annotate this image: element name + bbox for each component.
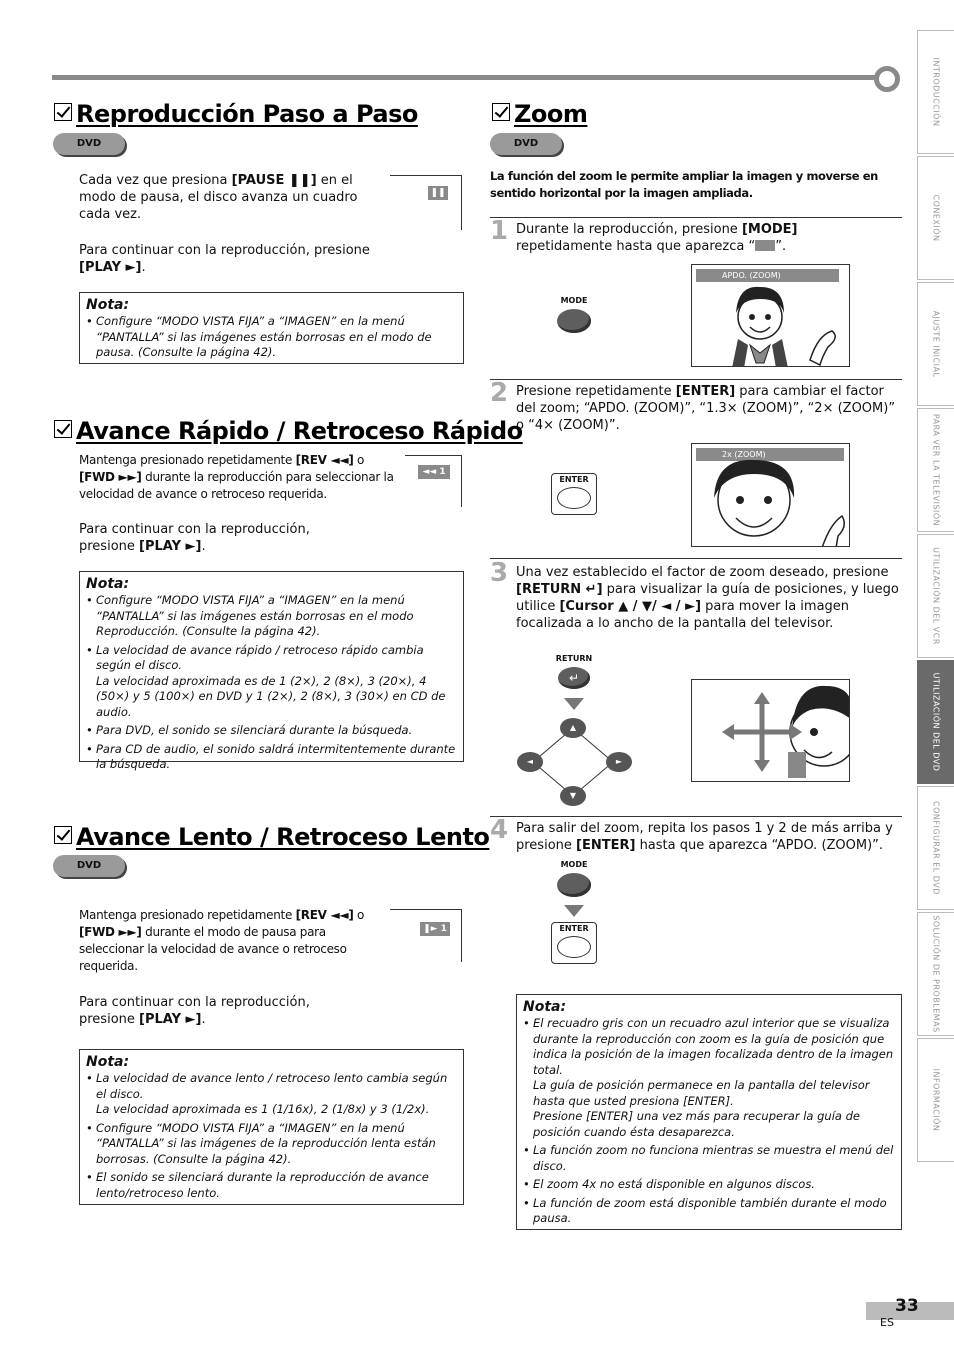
tv-screen-3 (691, 679, 850, 782)
nota-item: • La función zoom no funciona mientras se muestra el menú del disco. (523, 1143, 895, 1174)
cartoon-girl-zoomed-illustration (692, 444, 850, 547)
osd-zoom-label: 2x (ZOOM) (696, 448, 844, 461)
nota-item: • Configure “MODO VISTA FIJA” a “IMAGEN” en la menú “PANTALLA” si las imágenes están borrosas en el modo Reproducción. (Consulte la página 42). (86, 593, 457, 640)
checkbox-icon (54, 103, 72, 121)
side-tab-solucion-problemas[interactable]: SOLUCIÓN DE PROBLEMAS (917, 912, 954, 1036)
step-divider (490, 558, 902, 559)
zoom-step-4-text: Para salir del zoom, repita los pasos 1 y 2 de más arriba y presione [ENTER] hasta que aparezca “APDO. (ZOOM)”. (516, 821, 893, 853)
step-number-1: 1 (490, 216, 509, 246)
nota-item: • Configure “MODO VISTA FIJA” a “IMAGEN” en la menú “PANTALLA” si las imágenes de la reproducción lenta están borrosas. (Consulte la página 42). (86, 1121, 457, 1168)
nota-item: • El sonido se silenciará durante la reproducción de avance lento/retroceso lento. (86, 1170, 457, 1201)
nota-box-lento: Nota: • La velocidad de avance lento / retroceso lento cambia según el disco. La velocidad aproximada es 1 (1/16x), 2 (1/8x) y 3 (1/2x). • Configure “MODO VISTA FIJA” a “IMAGEN” en la menú “PANTALLA” si las imágenes de la reproducción lenta están borrosas. (Consulte la página 42). • El sonido se silenciará durante la reproducción de avance lento/retroceso lento. (79, 1049, 464, 1205)
side-tab-conexion[interactable]: CONEXIÓN (917, 156, 954, 280)
osd-zoom-label: APDO. (ZOOM) (696, 269, 839, 282)
position-guide-illustration (692, 680, 850, 782)
checkbox-icon (492, 103, 510, 121)
cursor-down-button[interactable]: ▼ (560, 786, 586, 806)
tv-screen-1 (691, 264, 850, 367)
cursor-left-button[interactable]: ◄ (517, 752, 543, 772)
section-title-zoom: Zoom (492, 100, 587, 128)
enter-button[interactable] (557, 487, 591, 509)
pause-indicator-frame (390, 175, 462, 230)
nota-item: • La velocidad de avance rápido / retroceso rápido cambia según el disco. La velocidad aproximada es de 1 (2×), 2 (8×), 3 (20×), 4 (50×) y 5 (100×) en DVD y 1 (2×), 2 (8×), 3 (30×) en CD de audio. (86, 643, 457, 721)
step-divider (490, 217, 902, 218)
nota-item: • La velocidad de avance lento / retroceso lento cambia según el disco. La velocidad aproximada es 1 (1/16x), 2 (1/8x) y 3 (1/2x). (86, 1071, 457, 1118)
return-button[interactable]: ↵ (558, 667, 590, 689)
language-code: ES (880, 1316, 894, 1329)
slow-indicator: ❚► 1 (420, 922, 450, 936)
paso-paragraph-1: Cada vez que presiona [PAUSE ❚❚] en el modo de pausa, el disco avanza un cuadro cada vez. (79, 173, 358, 222)
top-rule (52, 75, 880, 80)
side-tab-configurar-dvd[interactable]: CONFIGURAR EL DVD (917, 786, 954, 910)
zoom-step-2-text: Presione repetidamente [ENTER] para cambiar el factor del zoom; “APDO. (ZOOM)”, “1.3× (ZOOM)”, “2× (ZOOM)” o “4× (ZOOM)”. (516, 384, 896, 433)
nota-item: • Configure “MODO VISTA FIJA” a “IMAGEN” en la menú “PANTALLA” si las imágenes están borrosas en el modo de pausa. (Consulte la página 42). (86, 314, 457, 361)
checkbox-icon (54, 826, 72, 844)
mode-button[interactable] (557, 309, 591, 333)
side-tab-para-ver-television[interactable]: PARA VER LA TELEVISIÓN (917, 408, 954, 532)
checkbox-icon (54, 420, 72, 438)
cartoon-girl-illustration (692, 265, 850, 367)
cursor-right-button[interactable]: ► (606, 752, 632, 772)
return-button-label: RETURN (555, 654, 593, 663)
section-title-avance-rapido: Avance Rápido / Retroceso Rápido (54, 417, 523, 445)
enter-button[interactable] (557, 936, 591, 958)
enter-button-label: ENTER (559, 475, 589, 484)
nota-item: • Para CD de audio, el sonido saldrá intermitentemente durante la búsqueda. (86, 742, 457, 773)
side-tab-utilizacion-dvd[interactable]: UTILIZACIÓN DEL DVD (917, 660, 954, 784)
nota-item: • El zoom 4x no está disponible en algunos discos. (523, 1177, 895, 1193)
zoom-icon (755, 240, 775, 251)
arrow-down-icon (564, 905, 584, 917)
nota-item: • El recuadro gris con un recuadro azul interior que se visualiza durante la reproducción con zoom es la guía de posición que indica la posición de la imagen focalizada dentro de la imagen total. La guía de posición permanece en la pantalla del televisor hasta que usted presiona [ENTER]. Presione [ENTER] una vez más para recuperar la guía de posición cuando ésta desaparezca. (523, 1016, 895, 1140)
lento-paragraph-2: Para continuar con la reproducción, presione [PLAY ►]. (79, 995, 310, 1027)
step-divider (490, 816, 902, 817)
zoom-intro: La función del zoom le permite ampliar la imagen y moverse en sentido horizontal por la imagen ampliada. (490, 169, 878, 200)
rapido-paragraph-2: Para continuar con la reproducción, presione [PLAY ►]. (79, 522, 310, 554)
rev-indicator-frame (405, 455, 462, 507)
nota-item: • La función de zoom está disponible también durante el modo pausa. (523, 1196, 895, 1227)
section-title-avance-lento: Avance Lento / Retroceso Lento (54, 823, 489, 851)
nota-box-zoom: Nota: • El recuadro gris con un recuadro azul interior que se visualiza durante la reproducción con zoom es la guía de posición que indica la posición de la imagen focalizada dentro de la imagen total. La guía de posición permanece en la pantalla del televisor hasta que usted presiona [ENTER]. Presione [ENTER] una vez más para recuperar la guía de posición cuando ésta desaparezca. • La función zoom no funciona mientras se muestra el menú del disco. • El zoom 4x no está disponible en algunos discos. • La función de zoom está disponible también durante el modo pausa. (516, 994, 902, 1230)
page-number: 33 (895, 1296, 919, 1316)
dvd-badge: DVD (53, 133, 125, 155)
paso-paragraph-2: Para continuar con la reproducción, presione [PLAY ►]. (79, 243, 370, 275)
cursor-up-button[interactable]: ▲ (560, 718, 586, 738)
mode-button-label: MODE (560, 296, 588, 305)
step-number-4: 4 (490, 815, 509, 845)
dvd-badge: DVD (490, 133, 562, 155)
zoom-step-1-text: Durante la reproducción, presione [MODE] repetidamente hasta que aparezca “ ”. (516, 222, 798, 254)
nota-item: • Para DVD, el sonido se silenciará durante la búsqueda. (86, 723, 457, 739)
section-title-paso-a-paso: Reproducción Paso a Paso (54, 100, 418, 128)
step-number-3: 3 (490, 558, 509, 588)
tv-screen-2 (691, 443, 850, 547)
side-tabs (917, 30, 954, 1164)
mode-button-label: MODE (560, 860, 588, 869)
mode-button[interactable] (557, 873, 591, 897)
enter-button-label: ENTER (559, 924, 589, 933)
pause-indicator: ❚❚ (428, 186, 448, 200)
rapido-paragraph-1: Mantenga presionado repetidamente [REV ◄◄] o [FWD ►►] durante la reproducción para seleccionar la velocidad de avance o retroceso requerida. (79, 453, 394, 501)
lento-paragraph-1: Mantenga presionado repetidamente [REV ◄◄] o [FWD ►►] durante el modo de pausa para seleccionar la velocidad de avance o retroceso requerida. (79, 908, 365, 973)
step-number-2: 2 (490, 378, 509, 408)
side-tab-utilizacion-vcr[interactable]: UTILIZACIÓN DEL VCR (917, 534, 954, 658)
side-tab-ajuste-inicial[interactable]: AJUSTE INICIAL (917, 282, 954, 406)
dvd-badge: DVD (53, 855, 125, 877)
step-divider (490, 379, 902, 380)
arrow-down-icon (564, 698, 584, 710)
nota-box-rapido: Nota: • Configure “MODO VISTA FIJA” a “IMAGEN” en la menú “PANTALLA” si las imágenes están borrosas en el modo Reproducción. (Consulte la página 42). • La velocidad de avance rápido / retroceso rápido cambia según el disco. La velocidad aproximada es de 1 (2×), 2 (8×), 3 (20×), 4 (50×) y 5 (100×) en DVD y 1 (2×), 2 (8×), 3 (30×) en CD de audio. • Para DVD, el sonido se silenciará durante la búsqueda. • Para CD de audio, el sonido saldrá intermitentemente durante la búsqueda. (79, 571, 464, 762)
rev-indicator: ◄◄ 1 (418, 465, 450, 479)
side-tab-introduccion[interactable]: INTRODUCCIÓN (917, 30, 954, 154)
nota-box-paso: Nota: • Configure “MODO VISTA FIJA” a “IMAGEN” en la menú “PANTALLA” si las imágenes están borrosas en el modo de pausa. (Consulte la página 42). (79, 292, 464, 364)
side-tab-informacion[interactable]: INFORMACIÓN (917, 1038, 954, 1162)
top-rule-circle (874, 66, 900, 92)
zoom-step-3-text: Una vez establecido el factor de zoom deseado, presione [RETURN ↵] para visualizar la guía de posiciones, y luego utilice [Cursor ▲ / ▼/ ◄ / ►] para mover la imagen focalizada a lo ancho de la pantalla del televisor. (516, 565, 899, 631)
